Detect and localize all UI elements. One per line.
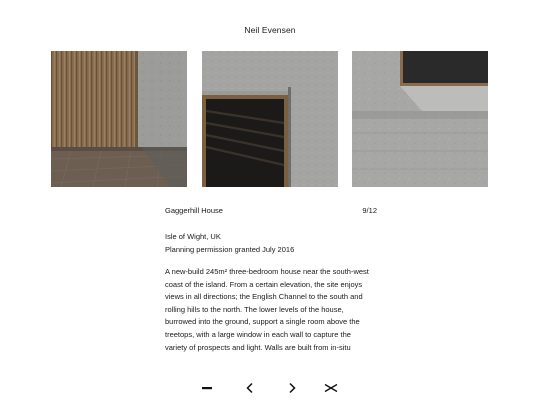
description-line: treetops, with a large window in each wall to capture the — [165, 329, 351, 339]
close-icon — [324, 382, 338, 394]
project-status: Planning permission granted July 2016 — [165, 244, 295, 254]
minimize-button[interactable] — [197, 378, 217, 398]
image-counter: 9/12 — [362, 206, 377, 215]
gallery-image-1[interactable] — [51, 51, 187, 187]
close-button[interactable] — [321, 378, 341, 398]
description-line: coast of the island. From a certain elevation, the site enjoys — [165, 279, 363, 289]
next-arrow-icon — [286, 382, 298, 394]
description-line: A new-build 245m² three-bedroom house near the south-west — [165, 267, 369, 276]
description-line: burrowed into the ground, support a single room above the — [165, 317, 360, 327]
description-line: variety of prospects and light. Walls are built from in-situ — [165, 342, 351, 352]
project-details — [165, 231, 385, 256]
site-title[interactable]: Neil Evensen — [244, 25, 296, 35]
gallery-image-3[interactable] — [352, 51, 488, 187]
prev-arrow-icon — [244, 382, 256, 394]
previous-button[interactable] — [240, 378, 260, 398]
description-line: views in all directions; the English Channel to the south and — [165, 292, 363, 302]
project-location: Isle of Wight, UK — [165, 232, 221, 241]
project-name: Gaggerhill House — [165, 206, 223, 215]
project-description — [165, 266, 390, 358]
minimize-icon — [201, 382, 213, 394]
next-button[interactable] — [282, 378, 302, 398]
gallery-image-2[interactable] — [202, 51, 338, 187]
description-line: rolling hills to the north. The lower levels of the house, — [165, 304, 344, 314]
